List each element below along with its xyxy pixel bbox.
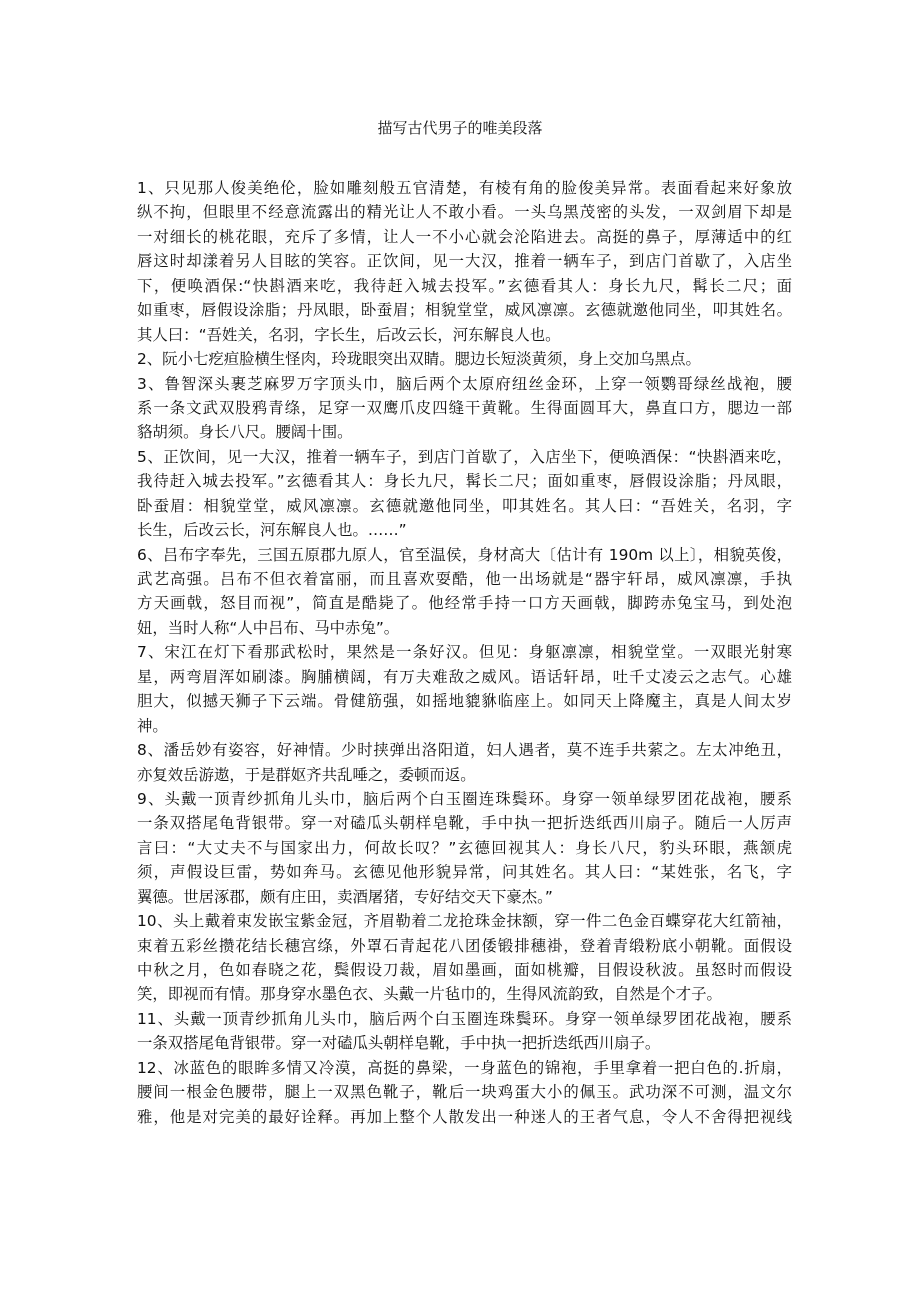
paragraph-line: 如重枣，唇假设涂脂；丹凤眼，卧蚕眉；相貌堂堂，威风凛凛。玄德就邀他同坐，叩其姓名。 bbox=[137, 301, 792, 320]
document-title: 描写古代男子的唯美段落 bbox=[377, 119, 543, 137]
paragraph bbox=[137, 445, 792, 543]
paragraph bbox=[137, 909, 792, 1007]
paragraph bbox=[137, 640, 792, 738]
paragraph bbox=[137, 787, 792, 909]
paragraph-line: 我待赶入城去投军。”玄德看其人：身长九尺，髯长二尺；面如重枣，唇假设涂脂；丹凤眼， bbox=[137, 472, 792, 491]
paragraph-line: 卧蚕眉：相貌堂堂，威风凛凛。玄德就邀他同坐，叩其姓名。其人曰：“吾姓关，名羽，字 bbox=[137, 496, 792, 515]
paragraph-line: 笑，即视而有情。那身穿水墨色衣、头戴一片毡巾的，生得风流韵致，自然是个才子。 bbox=[137, 985, 722, 1004]
paragraph-line: 12、冰蓝色的眼眸多情又冷漠，高挺的鼻梁，一身蓝色的锦袍，手里拿着一把白色的.折扇， bbox=[137, 1058, 792, 1077]
paragraph bbox=[137, 372, 792, 445]
paragraph-line: 其人曰：“吾姓关，名羽，字长生，后改云长，河东解良人也。 bbox=[137, 325, 561, 344]
paragraph-line: 星，两弯眉浑如刷漆。胸脯横阔，有万夫难敌之威风。语话轩昂，吐千丈凌云之志气。心雄 bbox=[137, 667, 792, 686]
paragraph bbox=[137, 543, 792, 641]
paragraph bbox=[137, 176, 792, 347]
paragraph-line: 5、正饮间，见一大汉，推着一辆车子，到店门首歇了，入店坐下，便唤酒保：“快斟酒来吃， bbox=[137, 447, 792, 466]
paragraph-line: 长生，后改云长，河东解良人也。……” bbox=[137, 521, 407, 540]
paragraph-line: 一对细长的桃花眼，充斥了多情，让人一不小心就会沦陷进去。高挺的鼻子，厚薄适中的红 bbox=[137, 227, 792, 246]
paragraph-line: 一条双搭尾龟背银带。穿一对磕瓜头朝样皂靴，手中执一把折迭纸西川扇子。随后一人厉声 bbox=[137, 814, 792, 833]
paragraph-line: 言曰：“大丈夫不与国家出力，何故长叹？”玄德回视其人：身长八尺，豹头环眼，燕颔虎 bbox=[137, 838, 792, 857]
paragraph-line: 8、潘岳妙有姿容，好神情。少时挟弹出洛阳道，妇人遇者，莫不连手共萦之。左太冲绝丑， bbox=[137, 741, 792, 760]
paragraph bbox=[137, 347, 792, 371]
paragraph-line: 下，便唤酒保:“快斟酒来吃，我待赶入城去投军。”玄德看其人：身长九尺，髯长二尺；面 bbox=[137, 276, 792, 295]
paragraph-line: 貉胡须。身长八尺。腰阔十围。 bbox=[137, 423, 353, 442]
paragraph-line: 3、鲁智深头裹芝麻罗万字顶头巾，脑后两个太原府纽丝金环，上穿一领鹦哥绿丝战袍，腰 bbox=[137, 374, 792, 393]
document-body bbox=[137, 176, 792, 1129]
paragraph-line: 腰间一根金色腰带，腿上一双黑色靴子，靴后一块鸡蛋大小的佩玉。武功深不可测，温文尔 bbox=[137, 1083, 792, 1102]
paragraph-line: 胆大，似撼天狮子下云端。骨健筋强，如摇地貔貅临座上。如同天上降魔主，真是人间太岁 bbox=[137, 692, 792, 711]
paragraph-line: 11、头戴一顶青纱抓角儿头巾，脑后两个白玉圈连珠鬓环。身穿一领单绿罗团花战袍，腰系 bbox=[137, 1009, 792, 1028]
paragraph-line: 唇这时却漾着另人目眩的笑容。正饮间，见一大汉，推着一辆车子，到店门首歇了，入店坐 bbox=[137, 252, 792, 271]
paragraph-line: 系一条文武双股鸦青绦，足穿一双鹰爪皮四缝干黄靴。生得面圆耳大，鼻直口方，腮边一部 bbox=[137, 398, 792, 417]
paragraph-line: 6、吕布字奉先，三国五原郡九原人，官至温侯，身材高大〔估计有 190m 以上〕，相貌英俊， bbox=[137, 545, 792, 564]
paragraph-line: 一条双搭尾龟背银带。穿一对磕瓜头朝样皂靴，手中执一把折迭纸西川扇子。 bbox=[137, 1034, 661, 1053]
paragraph bbox=[137, 1007, 792, 1056]
paragraph-line: 9、头戴一顶青纱抓角儿头巾，脑后两个白玉圈连珠鬓环。身穿一领单绿罗团花战袍，腰系 bbox=[137, 789, 792, 808]
paragraph-line: 10、头上戴着束发嵌宝紫金冠，齐眉勒着二龙抢珠金抹额，穿一件二色金百蝶穿花大红箭袖， bbox=[137, 912, 792, 931]
paragraph-line: 方天画戟，怒目而视”，简直是酷毙了。他经常手持一口方天画戟，脚跨赤兔宝马，到处泡 bbox=[137, 594, 792, 613]
paragraph-line: 雅，他是对完美的最好诠释。再加上整个人散发出一种迷人的王者气息，令人不舍得把视线 bbox=[137, 1107, 792, 1126]
paragraph-line: 妞，当时人称“人中吕布、马中赤兔”。 bbox=[137, 618, 400, 637]
paragraph-line: 中秋之月，色如春晓之花，鬓假设刀裁，眉如墨画，面如桃瓣，目假设秋波。虽怒时而假设 bbox=[137, 961, 792, 979]
paragraph-line: 亦复效岳游遨，于是群妪齐共乱唾之，委顿而返。 bbox=[137, 765, 476, 784]
paragraph-line: 武艺高强。吕布不但衣着富丽，而且喜欢耍酷，他一出场就是“器宇轩昂，威风凛凛，手执 bbox=[137, 570, 792, 588]
paragraph bbox=[137, 1056, 792, 1129]
paragraph-line: 1、只见那人俊美绝伦，脸如雕刻般五官清楚，有棱有角的脸俊美异常。表面看起来好象放 bbox=[137, 179, 792, 197]
paragraph-line: 须，声假设巨雷，势如奔马。玄德见他形貌异常，问其姓名。其人曰：“某姓张，名飞，字 bbox=[137, 863, 792, 882]
paragraph-line: 2、阮小七疙疸脸横生怪肉，玲珑眼突出双睛。腮边长短淡黄须，身上交加乌黑点。 bbox=[137, 350, 701, 369]
paragraph-line: 神。 bbox=[137, 716, 168, 735]
paragraph-line: 纵不拘，但眼里不经意流露出的精光让人不敢小看。一头乌黑茂密的头发，一双剑眉下却是 bbox=[137, 203, 792, 222]
paragraph-line: 束着五彩丝攒花结长穗宫绦，外罩石青起花八团倭锻排穗褂，登着青缎粉底小朝靴。面假设 bbox=[137, 936, 792, 955]
paragraph bbox=[137, 738, 792, 787]
paragraph-line: 7、宋江在灯下看那武松时，果然是一条好汉。但见：身躯凛凛，相貌堂堂。一双眼光射寒 bbox=[137, 643, 792, 662]
paragraph-line: 翼德。世居涿郡，颇有庄田，卖酒屠猪，专好结交天下豪杰。” bbox=[137, 887, 553, 906]
